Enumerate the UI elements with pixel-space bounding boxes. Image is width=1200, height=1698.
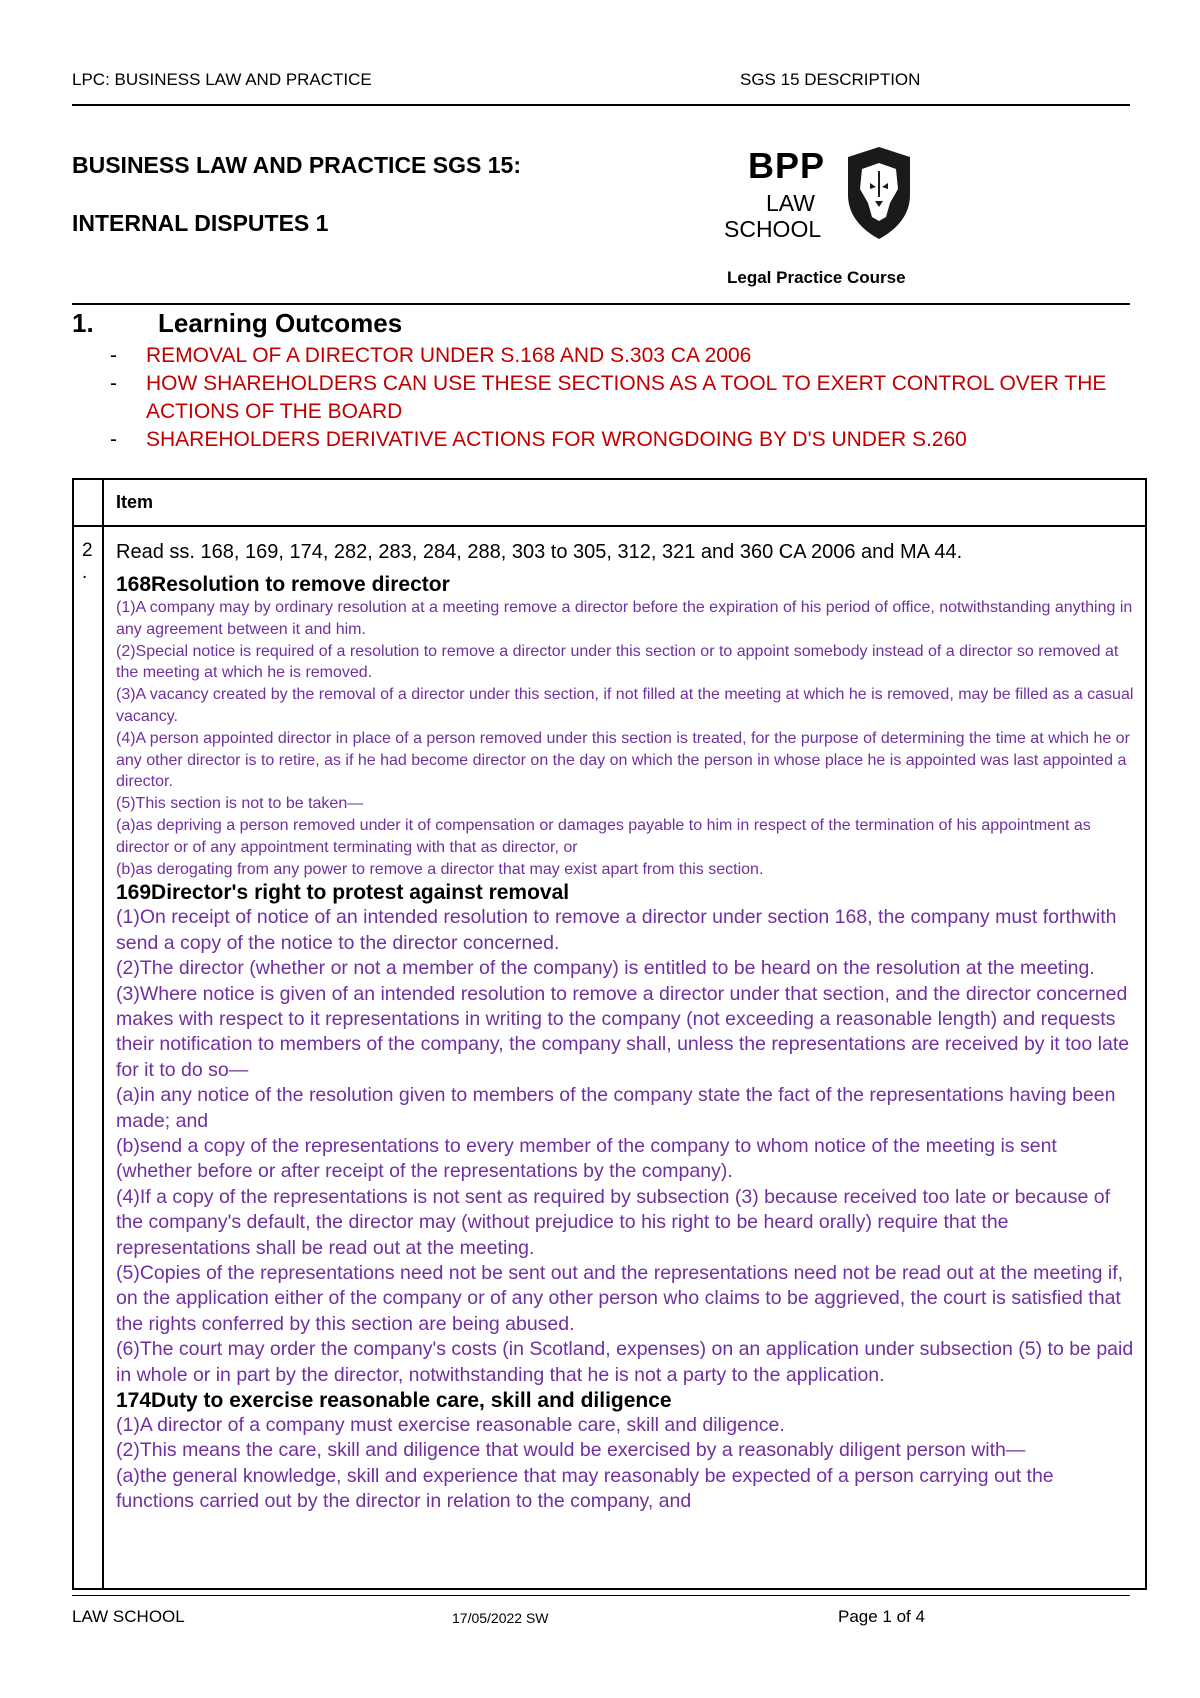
reading-instruction: Read ss. 168, 169, 174, 282, 283, 284, 288, 303 to 305, 312, 321 and 360 CA 2006 and MA 44. — [116, 541, 963, 563]
footer-date: 17/05/2022 SW — [452, 1610, 549, 1626]
s168-para: (4)A person appointed director in place of a person removed under this section is treated, for the purpose of determining the time at which he or any other director is to retire, as if he had become director on the day on which the person in whose place he is appointed was last appointed a director. — [116, 729, 1130, 791]
learning-outcomes-list — [110, 342, 1140, 454]
s169-para: (b)send a copy of the representations to every member of the company to whom notice of the meeting is sent (whether before or after receipt of the representations by the company). — [116, 1135, 1057, 1183]
s169-para: (4)If a copy of the representations is not sent as required by subsection (3) because received too late or because of the company's default, the director may (without prejudice to his right to be heard orally) require that the representations shall be read out at the meeting. — [116, 1185, 1110, 1259]
bpp-logo — [720, 145, 920, 245]
s168-para: (5)This section is not to be taken— — [116, 795, 364, 813]
s169-para: (2)The director (whether or not a member of the company) is entitled to be heard on the resolution at the meeting. — [116, 957, 1095, 980]
logo-law-text: LAW — [766, 190, 815, 216]
s169-para: (1)On receipt of notice of an intended resolution to remove a director under section 168, the company must forthwith send a copy of the notice to the director concerned. — [116, 906, 1117, 954]
page-number: Page 1 of 4 — [838, 1607, 925, 1626]
title-rule — [72, 303, 1130, 305]
table-cell-content — [116, 540, 1136, 1515]
section-number: 1. — [72, 308, 94, 338]
list-item: - REMOVAL OF A DIRECTOR UNDER S.168 AND S.303 CA 2006 — [110, 344, 752, 367]
logo-bpp-text: BPP — [748, 145, 826, 186]
course-label: Legal Practice Course — [727, 268, 906, 287]
document-title: BUSINESS LAW AND PRACTICE SGS 15: — [72, 152, 521, 178]
s168-para: (b)as derogating from any power to remove a director that may exist apart from this section. — [116, 860, 764, 878]
s168-para: (1)A company may by ordinary resolution at a meeting remove a director before the expiration of his period of office, notwithstanding anything in any agreement between it and him. — [116, 599, 1133, 638]
row-number: 2 . — [82, 540, 93, 583]
s169-para: (a)in any notice of the resolution given to members of the company state the fact of the representations having been made; and — [116, 1084, 1116, 1132]
list-item: - SHAREHOLDERS DERIVATIVE ACTIONS FOR WRONGDOING BY D'S UNDER S.260 — [110, 428, 967, 451]
section-169-heading: 169Director's right to protest against removal — [116, 881, 570, 905]
document-subtitle: INTERNAL DISPUTES 1 — [72, 210, 329, 236]
column-divider — [102, 480, 104, 1588]
s168-para: (3)A vacancy created by the removal of a director under this section, if not filled at the meeting at which he is removed, may be filled as a casual vacancy. — [116, 686, 1134, 725]
footer-left: LAW SCHOOL — [72, 1607, 185, 1626]
s174-para: (1)A director of a company must exercise reasonable care, skill and diligence. — [116, 1414, 785, 1437]
outcome-text: HOW SHAREHOLDERS CAN USE THESE SECTIONS AS A TOOL TO EXERT CONTROL OVER THE ACTIONS OF THE BOARD — [146, 372, 1107, 423]
s169-para: (6)The court may order the company's costs (in Scotland, expenses) on an application under subsection (5) to be paid in whole or in part by the director, notwithstanding that he is not a party to the application. — [116, 1338, 1134, 1386]
header-left: LPC: BUSINESS LAW AND PRACTICE — [72, 70, 372, 89]
list-item: - HOW SHAREHOLDERS CAN USE THESE SECTIONS AS A TOOL TO EXERT CONTROL OVER THE ACTIONS OF THE BOARD — [110, 372, 1107, 423]
s168-para: (a)as depriving a person removed under it of compensation or damages payable to him in respect of the termination of his appointment as director or of any appointment terminating with that as director, or — [116, 816, 1091, 856]
footer-rule — [72, 1595, 1130, 1596]
outcome-text: REMOVAL OF A DIRECTOR UNDER S.168 AND S.303 CA 2006 — [146, 344, 752, 367]
logo-school-text: SCHOOL — [724, 216, 822, 242]
section-168-heading: 168Resolution to remove director — [116, 573, 450, 596]
header-right: SGS 15 DESCRIPTION — [740, 70, 921, 89]
s169-para: (3)Where notice is given of an intended resolution to remove a director under that section, and the director concerned makes with respect to it representations in writing to the company (not exceeding a reasonable length) and requests their notification to members of the company, the company shall, unless the representations are received by it too late for it to do so— — [116, 982, 1130, 1081]
lion-shield-icon — [844, 145, 914, 241]
section-heading: Learning Outcomes — [158, 308, 403, 338]
s174-para: (a)the general knowledge, skill and experience that may reasonably be expected of a person carrying out the functions carried out by the director in relation to the company, and — [116, 1464, 1054, 1513]
s174-para: (2)This means the care, skill and diligence that would be exercised by a reasonably diligent person with— — [116, 1439, 1026, 1462]
section-174-heading: 174Duty to exercise reasonable care, skill and diligence — [116, 1389, 672, 1413]
reading-table — [72, 478, 1147, 1590]
s168-para: (2)Special notice is required of a resolution to remove a director under this section or to appoint somebody instead of a director so removed at the meeting at which he is removed. — [116, 642, 1119, 682]
s169-para: (5)Copies of the representations need not be sent out and the representations need not be read out at the meeting if, on the application either of the company or of any other person who claims to be aggrieved, the court is satisfied that the rights conferred by this section are being abused. — [116, 1262, 1124, 1335]
learning-outcomes-heading — [72, 308, 402, 339]
column-header-item: Item — [116, 492, 154, 512]
header-rule — [72, 104, 1130, 106]
outcome-text: SHAREHOLDERS DERIVATIVE ACTIONS FOR WRONGDOING BY D'S UNDER S.260 — [146, 428, 967, 451]
header-row-divider — [74, 525, 1145, 527]
